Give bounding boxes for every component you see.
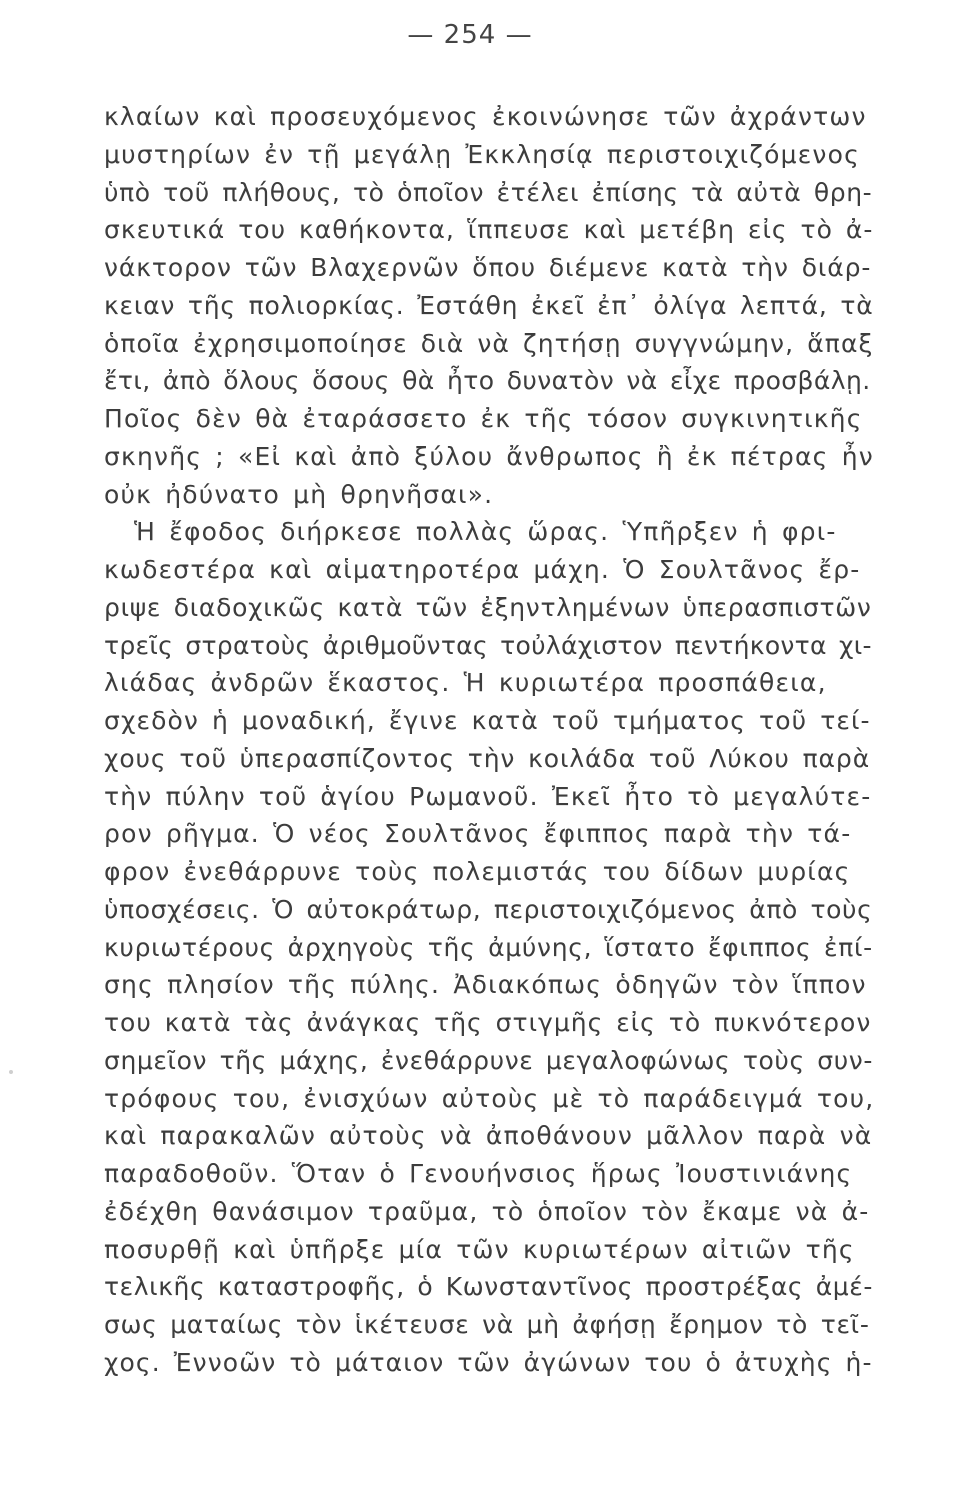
text-line: ἐδέχθη θανάσιμον τραῦμα, τὸ ὁποῖον τὸν ἔκαμε νὰ ἀ- xyxy=(104,1196,870,1226)
text-line: κωδεστέρα καὶ αἱματηροτέρα μάχη. Ὁ Σουλτᾶνος ἔρ- xyxy=(104,555,861,584)
text-line: κυριωτέρους ἀρχηγοὺς τῆς ἀμύνης, ἵστατο ἔφιππος ἐπί- xyxy=(104,932,873,962)
text-line: οὐκ ἠδύνατο μὴ θρηνῆσαι». xyxy=(104,479,494,509)
text-line: σκευτικά του καθήκοντα, ἵππευσε καὶ μετέβη εἰς τὸ ἀ- xyxy=(104,215,874,245)
text-line: σης πλησίον τῆς πύλης. Ἀδιακόπως ὁδηγῶν τὸν ἵππον xyxy=(104,970,867,1000)
text-line: σημεῖον τῆς μάχης, ἐνεθάρρυνε μεγαλοφώνως τοὺς συν- xyxy=(104,1045,873,1075)
text-line: ἔτι, ἀπὸ ὅλους ὅσους θὰ ἦτο δυνατὸν νὰ εἶχε προσβάλῃ. xyxy=(104,366,871,396)
text-line: κειαν τῆς πολιορκίας. Ἐστάθη ἐκεῖ ἐπ᾿ ὀλίγα λεπτά, τὰ xyxy=(104,290,874,320)
text-line: ριψε διαδοχικῶς κατὰ τῶν ἐξηντλημένων ὑπερασπιστῶν xyxy=(104,592,872,622)
text-line: καὶ παρακαλῶν αὐτοὺς νὰ ἀποθάνουν μᾶλλον παρὰ νὰ xyxy=(104,1121,873,1151)
text-line: νάκτορον τῶν Βλαχερνῶν ὅπου διέμενε κατὰ τὴν διάρ- xyxy=(104,253,872,282)
text-line: λιάδας ἀνδρῶν ἕκαστος. Ἡ κυριωτέρα προσπάθεια, xyxy=(104,668,827,698)
text-line: ποσυρθῇ καὶ ὑπῆρξε μία τῶν κυριωτέρων αἰτιῶν τῆς xyxy=(104,1234,855,1264)
text-line: σχεδὸν ἡ μοναδική, ἔγινε κατὰ τοῦ τμήματος τοῦ τεί- xyxy=(104,706,871,735)
text-line: χος. Ἐννοῶν τὸ μάταιον τῶν ἀγώνων του ὁ ἀτυχὴς ἡ- xyxy=(104,1347,873,1377)
text-line: κλαίων καὶ προσευχόμενος ἐκοινώνησε τῶν ἀχράντων xyxy=(104,102,867,131)
text-line: παραδοθοῦν. Ὅταν ὁ Γενουήνσιος ἥρως Ἰουστινιάνης xyxy=(104,1159,853,1188)
text-line: σως ματαίως τὸν ἱκέτευσε νὰ μὴ ἀφήσῃ ἔρημον τὸ τεῖ- xyxy=(104,1310,870,1339)
text-line: τελικῆς καταστροφῆς, ὁ Κωνσταντῖνος προστρέξας ἀμέ- xyxy=(104,1272,874,1302)
text-line: φρον ἐνεθάρρυνε τοὺς πολεμιστάς του δίδων μυρίας xyxy=(104,857,851,886)
text-line: μυστηρίων ἐν τῇ μεγάλῃ Ἐκκλησίᾳ περιστοιχιζόμενος xyxy=(104,139,860,169)
text-line: ὁποῖα ἐχρησιμοποίησε διὰ νὰ ζητήσῃ συγγνώμην, ἅπαξ xyxy=(104,328,874,358)
text-line: χους τοῦ ὑπερασπίζοντος τὴν κοιλάδα τοῦ Λύκου παρὰ xyxy=(104,743,871,773)
text-line: Ποῖος δὲν θὰ ἐταράσσετο ἐκ τῆς τόσον συγκινητικῆς xyxy=(104,404,863,433)
text-line: του κατὰ τὰς ἀνάγκας τῆς στιγμῆς εἰς τὸ πυκνότερον xyxy=(104,1008,872,1037)
paragraph-start-line: Ἡ ἔφοδος διήρκεσε πολλὰς ὥρας. Ὑπῆρξεν ἡ φρι- xyxy=(134,517,837,547)
text-line: σκηνῆς ; «Εἰ καὶ ἀπὸ ξύλου ἄνθρωπος ἢ ἐκ πέτρας ἦν xyxy=(104,441,874,471)
text-line: ὑποσχέσεις. Ὁ αὐτοκράτωρ, περιστοιχιζόμενος ἀπὸ τοὺς xyxy=(104,894,873,924)
text-line: τρόφους του, ἐνισχύων αὐτοὺς μὲ τὸ παράδειγμά του, xyxy=(104,1083,875,1113)
body-text xyxy=(104,98,874,1382)
text-line: ρον ρῆγμα. Ὁ νέος Σουλτᾶνος ἔφιππος παρὰ τὴν τά- xyxy=(104,819,852,849)
text-line: τὴν πύλην τοῦ ἁγίου Ρωμανοῦ. Ἐκεῖ ἦτο τὸ μεγαλύτε- xyxy=(104,781,872,811)
page-number: — 254 — xyxy=(407,20,533,50)
text-line: τρεῖς στρατοὺς ἀριθμοῦντας τοὐλάχιστον πεντήκοντα χι- xyxy=(104,630,872,660)
text-line: ὑπὸ τοῦ πλήθους, τὸ ὁποῖον ἐτέλει ἐπίσης τὰ αὐτὰ θρη- xyxy=(104,177,873,207)
paper-speck xyxy=(9,1070,13,1074)
